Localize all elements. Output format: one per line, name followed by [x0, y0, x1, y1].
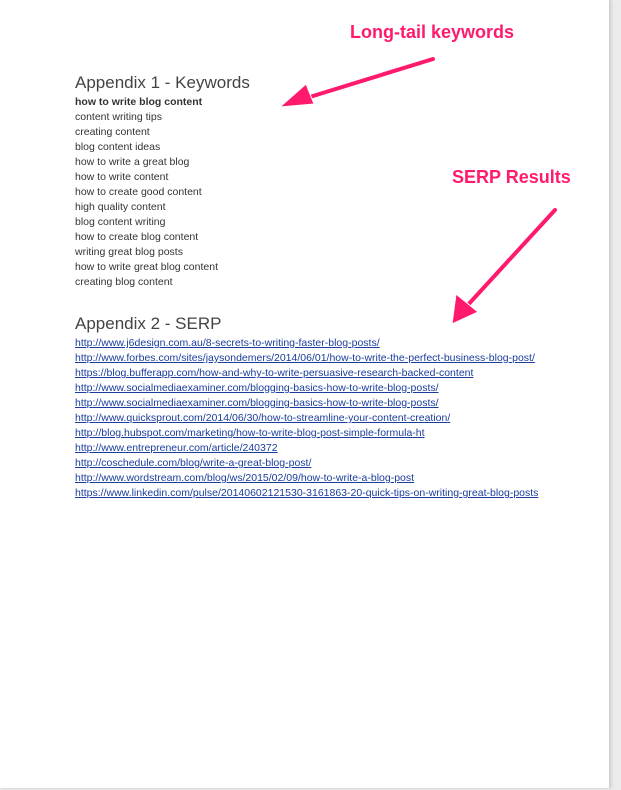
serp-link[interactable]: http://www.entrepreneur.com/article/240372 [75, 442, 278, 454]
serp-link[interactable]: http://www.forbes.com/sites/jaysondemers/2014/06/01/how-to-write-the-perfect-business-blog-post/ [75, 352, 535, 364]
keyword-list [75, 95, 218, 290]
appendix-1-heading: Appendix 1 - Keywords [75, 73, 250, 92]
keyword-item: content writing tips [75, 111, 162, 123]
keyword-item: how to create blog content [75, 231, 199, 243]
keyword-item: blog content ideas [75, 141, 161, 153]
keyword-item: how to write content [75, 171, 169, 183]
serp-link[interactable]: http://www.wordstream.com/blog/ws/2015/02/09/how-to-write-a-blog-post [75, 472, 415, 484]
long-tail-keywords-annotation: Long-tail keywords [350, 22, 515, 42]
serp-link[interactable]: http://www.j6design.com.au/8-secrets-to-writing-faster-blog-posts/ [75, 337, 380, 349]
serp-link[interactable]: https://www.linkedin.com/pulse/20140602121530-3161863-20-quick-tips-on-writing-great-blog-posts [75, 487, 539, 499]
serp-results-annotation: SERP Results [452, 167, 571, 187]
keyword-item: how to write great blog content [75, 261, 219, 273]
keyword-item: how to write a great blog [75, 156, 190, 168]
keyword-item: how to create good content [75, 186, 202, 198]
serp-link[interactable]: http://www.socialmediaexaminer.com/blogging-basics-how-to-write-blog-posts/ [75, 397, 439, 409]
keyword-item: creating content [75, 126, 150, 138]
keyword-item: creating blog content [75, 276, 173, 288]
serp-link[interactable]: http://www.quicksprout.com/2014/06/30/how-to-streamline-your-content-creation/ [75, 412, 451, 424]
serp-link[interactable]: https://blog.bufferapp.com/how-and-why-to-write-persuasive-research-backed-content [75, 367, 474, 379]
serp-url-list [75, 336, 545, 501]
keyword-item: high quality content [75, 201, 166, 213]
keyword-item: writing great blog posts [75, 246, 183, 258]
serp-link[interactable]: http://coschedule.com/blog/write-a-great-blog-post/ [75, 457, 312, 469]
serp-link[interactable]: http://www.socialmediaexaminer.com/blogging-basics-how-to-write-blog-posts/ [75, 382, 439, 394]
appendix-2-heading: Appendix 2 - SERP [75, 314, 222, 333]
keyword-item: blog content writing [75, 216, 166, 228]
serp-link[interactable]: http://blog.hubspot.com/marketing/how-to-write-blog-post-simple-formula-ht [75, 427, 425, 439]
keyword-item: how to write blog content [75, 96, 203, 108]
